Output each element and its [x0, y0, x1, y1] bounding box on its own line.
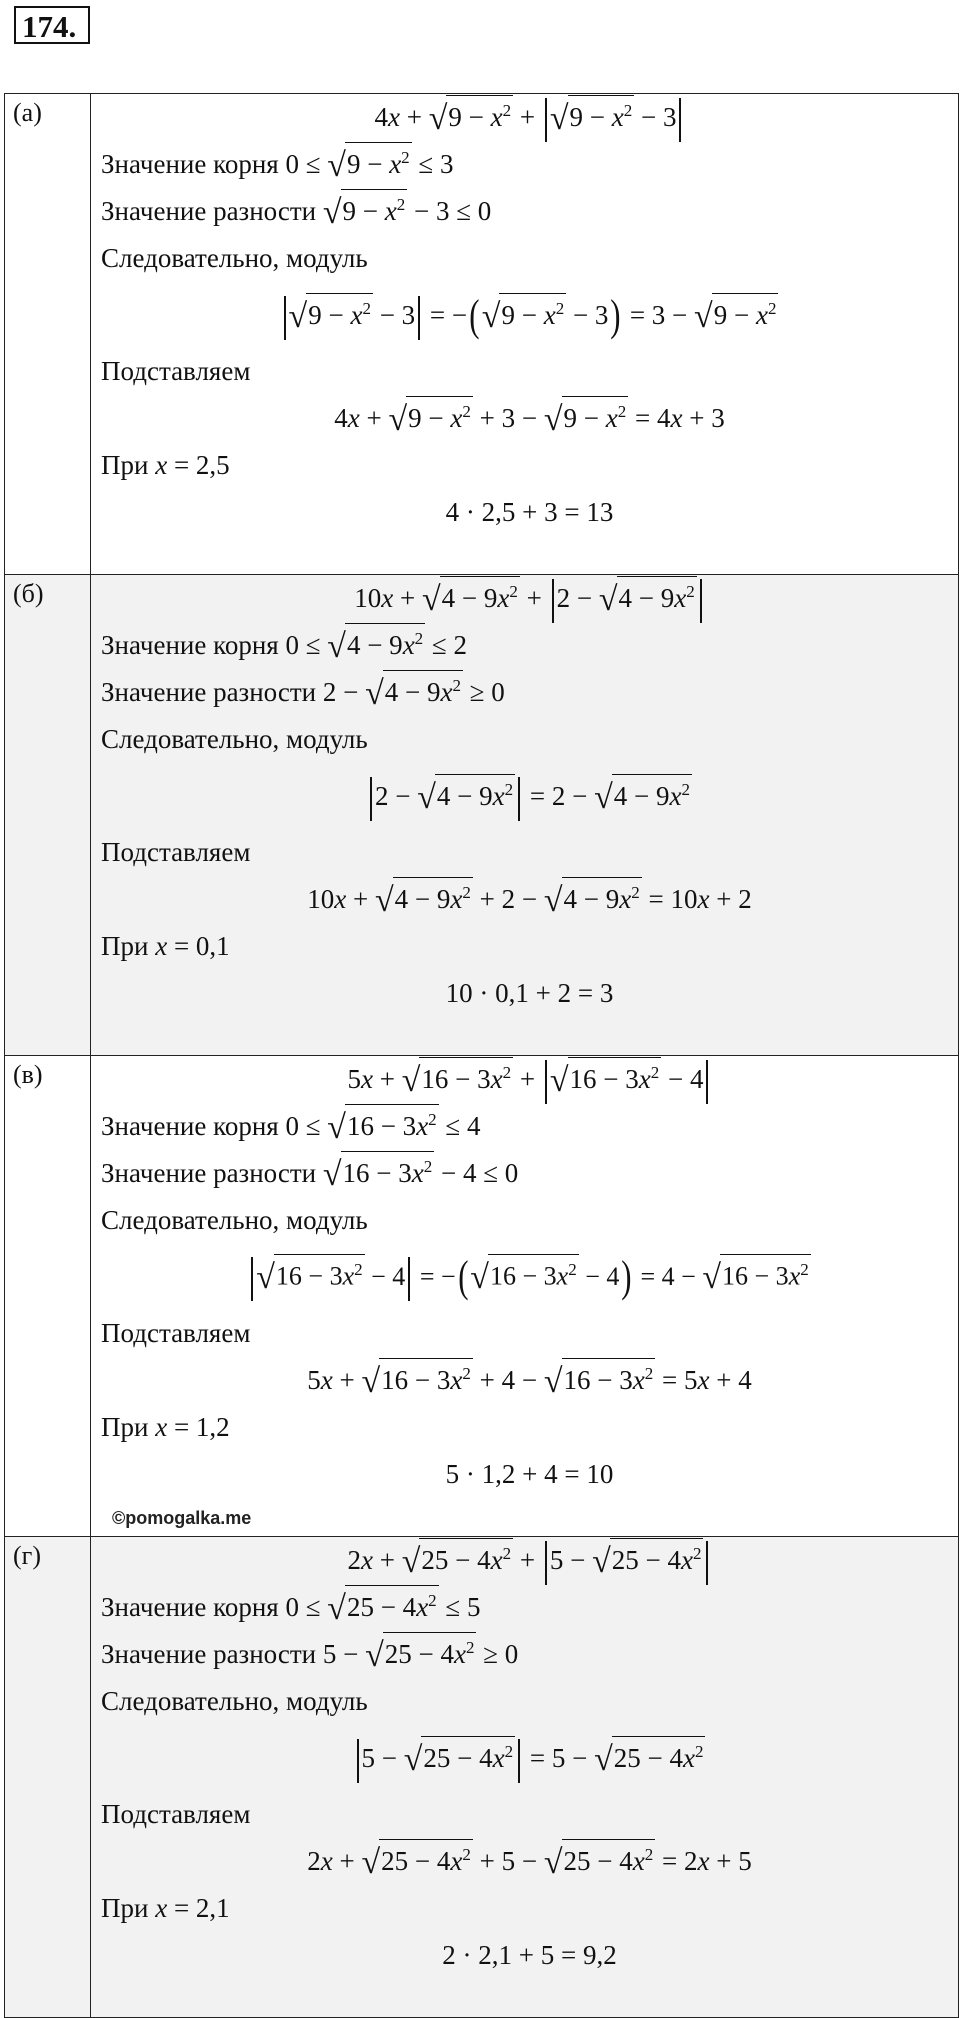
- substitute-text: Подставляем: [101, 837, 251, 867]
- solution-table: [4, 93, 959, 2018]
- diff-sign: Значение разности $5 - √25 - 4x^2 \ge 0$: [101, 1631, 958, 1678]
- substitute-text: Подставляем: [101, 1318, 251, 1348]
- modulus-expansion: $√16 - 3x^2 - 4 = -(√16 - 3x^2 - 4) = 4 - √16 - 3x^2$: [101, 1244, 958, 1310]
- result: 10 · 0,1 + 2 = 3: [445, 978, 614, 1008]
- simplification: $2x + √25 - 4x^2 + 5 - √25 - 4x^2 = 2x + 5$: [101, 1838, 958, 1885]
- modulus-expansion: $5 - √25 - 4x^2 = 5 - √25 - 4x^2$: [101, 1725, 958, 1791]
- diff-sign: Значение разности $2 - √4 - 9x^2 \ge 0$: [101, 669, 958, 716]
- diff-sign: Значение разности $√9 - x^2 - 3 \le 0$: [101, 188, 958, 235]
- simplification: $4x + √9 - x^2 + 3 - √9 - x^2 = 4x + 3$: [101, 395, 958, 442]
- modulus-expansion: $√9 - x^2 - 3 = -(√9 - x^2 - 3) = 3 - √9 - x^2$: [101, 282, 958, 348]
- expression: $10x + √4 - 9x^2 + 2 - √4 - 9x^2$: [101, 575, 958, 622]
- section-v: [4, 1055, 959, 1536]
- substitute-text: Подставляем: [101, 1799, 251, 1829]
- section-label: (в): [5, 1056, 91, 1536]
- at-value: При x = 2,1: [101, 1893, 230, 1923]
- result: 5 · 1,2 + 4 = 10: [445, 1459, 614, 1489]
- therefore-text: Следовательно, модуль: [101, 243, 368, 273]
- result: 2 · 2,1 + 5 = 9,2: [442, 1940, 617, 1970]
- expression: $4x + √9 - x^2 + √9 - x^2 - 3$: [101, 94, 958, 141]
- therefore-text: Следовательно, модуль: [101, 1205, 368, 1235]
- substitute-text: Подставляем: [101, 356, 251, 386]
- diff-sign: Значение разности $√16 - 3x^2 - 4 \le 0$: [101, 1150, 958, 1197]
- at-value: При x = 2,5: [101, 450, 230, 480]
- root-bounds: Значение корня $0 \le √4 - 9x^2 \le 2$: [101, 622, 958, 669]
- simplification: $10x + √4 - 9x^2 + 2 - √4 - 9x^2 = 10x + 2$: [101, 876, 958, 923]
- simplification: $5x + √16 - 3x^2 + 4 - √16 - 3x^2 = 5x + 4$: [101, 1357, 958, 1404]
- section-label: (б): [5, 575, 91, 1055]
- therefore-text: Следовательно, модуль: [101, 724, 368, 754]
- section-b: [4, 574, 959, 1055]
- root-bounds: Значение корня $0 \le √9 - x^2 \le 3$: [101, 141, 958, 188]
- root-bounds: Значение корня $0 \le √25 - 4x^2 \le 5$: [101, 1584, 958, 1631]
- section-a: [4, 93, 959, 574]
- section-label: (г): [5, 1537, 91, 2017]
- expression: $2x + √25 - 4x^2 + 5 - √25 - 4x^2$: [101, 1537, 958, 1584]
- result: 4 · 2,5 + 3 = 13: [445, 497, 614, 527]
- root-bounds: Значение корня $0 \le √16 - 3x^2 \le 4$: [101, 1103, 958, 1150]
- section-g: [4, 1536, 959, 2018]
- expression: $5x + √16 - 3x^2 + √16 - 3x^2 - 4$: [101, 1056, 958, 1103]
- section-label: (а): [5, 94, 91, 574]
- problem-number: 174.: [14, 6, 90, 44]
- therefore-text: Следовательно, модуль: [101, 1686, 368, 1716]
- at-value: При x = 1,2: [101, 1412, 230, 1442]
- watermark: ©pomogalka.me: [112, 1508, 252, 1528]
- modulus-expansion: $2 - √4 - 9x^2 = 2 - √4 - 9x^2$: [101, 763, 958, 829]
- at-value: При x = 0,1: [101, 931, 230, 961]
